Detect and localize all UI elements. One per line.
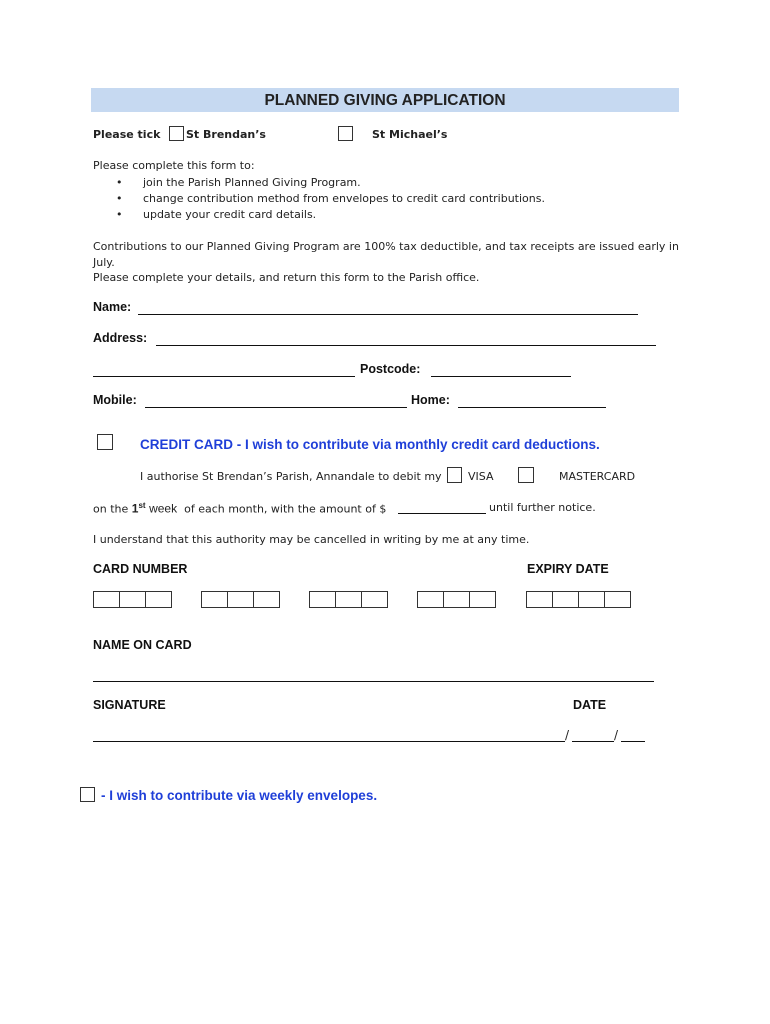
intro-bullet: • change contribution method from envelopes to credit card contributions. [143,192,545,208]
card-number-group-2[interactable] [201,591,280,608]
st-brendans-label: St Brendan’s [186,128,266,141]
name-label: Name: [93,300,132,314]
intro-lead: Please complete this form to: [93,159,255,172]
credit-card-checkbox[interactable] [97,434,113,450]
week-text: week [149,501,178,516]
tax-text-line1: Contributions to our Planned Giving Program are 100% tax deductible, and tax receipts are issued early in [93,240,679,253]
date-label: DATE [573,698,607,712]
return-instructions: Please complete your details, and return this form to the Parish office. [93,271,480,284]
mastercard-label: MASTERCARD [559,470,636,483]
mastercard-checkbox[interactable] [518,467,534,483]
postcode-label: Postcode: [360,362,421,376]
authorise-text: I authorise St Brendan’s Parish, Annandale to debit my [140,470,442,483]
st-michaels-label: St Michael’s [372,128,448,141]
card-number-group-4[interactable] [417,591,496,608]
home-field[interactable] [458,407,606,408]
mobile-label: Mobile: [93,393,137,407]
visa-checkbox[interactable] [447,467,462,483]
envelopes-checkbox[interactable] [80,787,95,802]
intro-bullet-list [143,176,545,224]
frequency-line [93,501,386,516]
cancel-text: I understand that this authority may be cancelled in writing by me at any time. [93,533,530,546]
name-on-card-label: NAME ON CARD [93,638,192,652]
name-field[interactable] [138,314,638,315]
st-michaels-checkbox[interactable] [338,126,353,141]
date-month-field[interactable] [572,741,614,742]
until-text: until further notice. [489,501,596,514]
signature-label: SIGNATURE [93,698,166,712]
postcode-field[interactable] [431,376,571,377]
card-number-group-3[interactable] [309,591,388,608]
date-separator-2: / [614,728,619,742]
card-number-group-1[interactable] [93,591,172,608]
address-field[interactable] [156,345,656,346]
on-the-text: on the [93,502,129,516]
amount-text: of each month, with the amount of $ [184,502,387,516]
date-year-field[interactable] [621,741,645,742]
st-brendans-checkbox[interactable] [169,126,184,141]
tax-text-line2: July. [93,256,115,269]
ordinal-number: 1 [131,501,139,516]
name-on-card-field[interactable] [93,681,654,682]
tick-prompt: Please tick [93,128,161,141]
amount-field[interactable] [398,513,486,514]
expiry-date-label: EXPIRY DATE [527,562,609,576]
expiry-date-boxes[interactable] [526,591,631,608]
card-number-label: CARD NUMBER [93,562,188,576]
mobile-field[interactable] [145,407,407,408]
credit-card-heading: CREDIT CARD - I wish to contribute via monthly credit card deductions. [140,437,600,452]
address-line2-field[interactable] [93,376,355,377]
date-separator-1: / [565,728,570,742]
signature-field[interactable] [93,741,565,742]
visa-label: VISA [468,470,494,483]
envelopes-text: - I wish to contribute via weekly envelopes. [101,788,378,803]
intro-bullet: • join the Parish Planned Giving Program. [143,176,545,192]
ordinal-suffix: st [138,501,146,510]
address-label: Address: [93,331,148,345]
intro-bullet: • update your credit card details. [143,208,545,224]
form-title: PLANNED GIVING APPLICATION [91,88,679,112]
home-label: Home: [411,393,450,407]
